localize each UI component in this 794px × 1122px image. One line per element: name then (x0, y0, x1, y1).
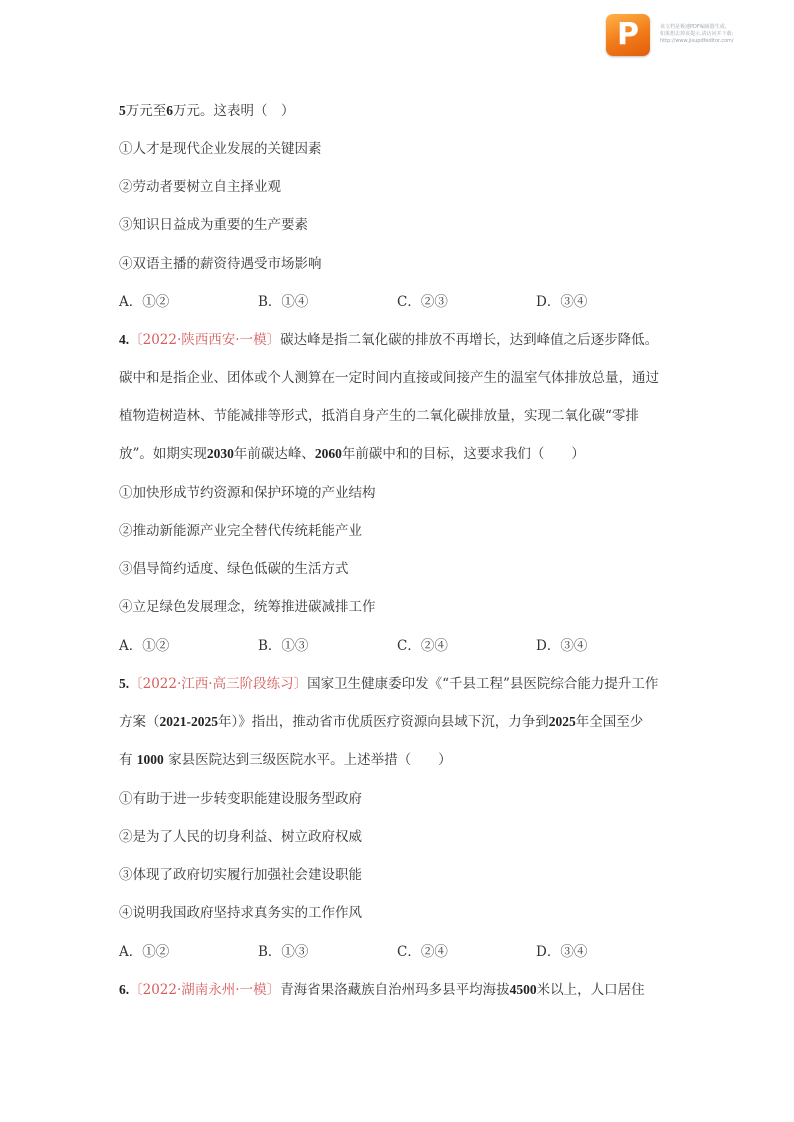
q3-option-d: D．③④ (536, 294, 588, 310)
altitude: 4500 (509, 982, 537, 997)
q3-option-a: A．①② (119, 294, 170, 310)
stem-text: 方案（ (119, 714, 160, 730)
q5-option-b: B．①③ (258, 944, 309, 960)
q3-item-2: ②劳动者要树立自主择业观 (119, 179, 281, 195)
q4-option-c: C．②④ (397, 638, 448, 654)
watermark-line: http://www.jisupdfeditor.com/ (660, 38, 734, 44)
stem-text: 碳达峰是指二氧化碳的排放不再增长，达到峰值之后逐步降低。 (280, 332, 659, 348)
stem-text: 年前碳中和的目标，这要求我们（ ） (341, 446, 585, 462)
hospital-count: 1000 (136, 752, 164, 767)
q3-item-4: ④双语主播的薪资待遇受市场影响 (119, 256, 322, 272)
q3-stem-tail (119, 102, 295, 120)
question-source: 〔2022·江西·高三阶段练习〕 (129, 676, 308, 692)
stem-text: 万元至 (125, 103, 167, 119)
year: 2025 (548, 714, 576, 729)
q5-stem-line-2 (119, 713, 643, 731)
q4-option-b: B．①③ (258, 638, 309, 654)
q4-item-4: ④立足绿色发展理念，统筹推进碳减排工作 (119, 599, 376, 615)
watermark-note (660, 24, 780, 45)
q3-item-3: ③知识日益成为重要的生产要素 (119, 217, 308, 233)
q3-option-b: B．①④ (258, 294, 309, 310)
q5-item-4: ④说明我国政府坚持求真务实的工作作风 (119, 905, 362, 921)
q5-stem-line-1 (119, 675, 658, 693)
q5-option-d: D．③④ (536, 944, 588, 960)
q4-stem-line-3: 植物造树造林、节能减排等形式，抵消自身产生的二氧化碳排放量，实现二氧化碳“零排 (119, 408, 639, 424)
q4-item-1: ①加快形成节约资源和保护环境的产业结构 (119, 485, 376, 501)
year-range: 2021-2025 (159, 714, 218, 729)
q4-stem-line-1 (119, 331, 658, 349)
q6-stem-line-1 (119, 981, 645, 999)
q5-item-1: ①有助于进一步转变职能建设服务型政府 (119, 791, 362, 807)
logo-letter: P (617, 17, 639, 52)
q5-option-a: A．①② (119, 944, 170, 960)
question-number: 6. (119, 982, 130, 997)
q5-item-3: ③体现了政府切实履行加强社会建设职能 (119, 867, 362, 883)
year: 2060 (314, 446, 342, 461)
watermark-line: 该文档是极速PDF编辑器生成, (660, 24, 727, 30)
q3-item-1: ①人才是现代企业发展的关键因素 (119, 141, 322, 157)
stem-text: 有 (119, 752, 133, 768)
q4-option-d: D．③④ (536, 638, 588, 654)
pdf-editor-logo-icon (606, 14, 650, 56)
q4-option-a: A．①② (119, 638, 170, 654)
stem-text: 年）》指出，推动省市优质医疗资源向县域下沉，力争到 (218, 714, 549, 730)
q4-stem-line-4 (119, 445, 585, 463)
year: 2030 (206, 446, 234, 461)
stem-text: 米以上，人口居住 (536, 982, 645, 998)
q5-item-2: ②是为了人民的切身利益、树立政府权威 (119, 829, 362, 845)
stem-text: 万元。这表明（ ） (173, 103, 295, 119)
q5-stem-line-3 (119, 751, 452, 769)
watermark-line: 如果想去掉该提示,请访问并下载: (660, 31, 734, 37)
amount-low: 5 (119, 103, 126, 118)
amount-high: 6 (166, 103, 173, 118)
stem-text: 青海省果洛藏族自治州玛多县平均海拔 (280, 982, 510, 998)
q5-option-c: C．②④ (397, 944, 448, 960)
question-number: 5. (119, 676, 130, 691)
question-number: 4. (119, 332, 130, 347)
q4-item-2: ②推动新能源产业完全替代传统耗能产业 (119, 523, 362, 539)
question-source: 〔2022·陕西西安·一模〕 (129, 332, 281, 348)
q3-option-c: C．②③ (397, 294, 448, 310)
stem-text: 年前碳达峰、 (233, 446, 315, 462)
q4-item-3: ③倡导简约适度、绿色低碳的生活方式 (119, 561, 349, 577)
stem-text: 国家卫生健康委印发《“千县工程”县医院综合能力提升工作 (307, 676, 659, 692)
q4-stem-line-2: 碳中和是指企业、团体或个人测算在一定时间内直接或间接产生的温室气体排放总量，通过 (119, 370, 659, 386)
stem-text: 家县医院达到三级医院水平。上述举措（ ） (168, 752, 452, 768)
question-source: 〔2022·湖南永州·一模〕 (129, 982, 281, 998)
stem-text: 放”。如期实现 (119, 446, 207, 462)
stem-text: 年全国至少 (575, 714, 644, 730)
